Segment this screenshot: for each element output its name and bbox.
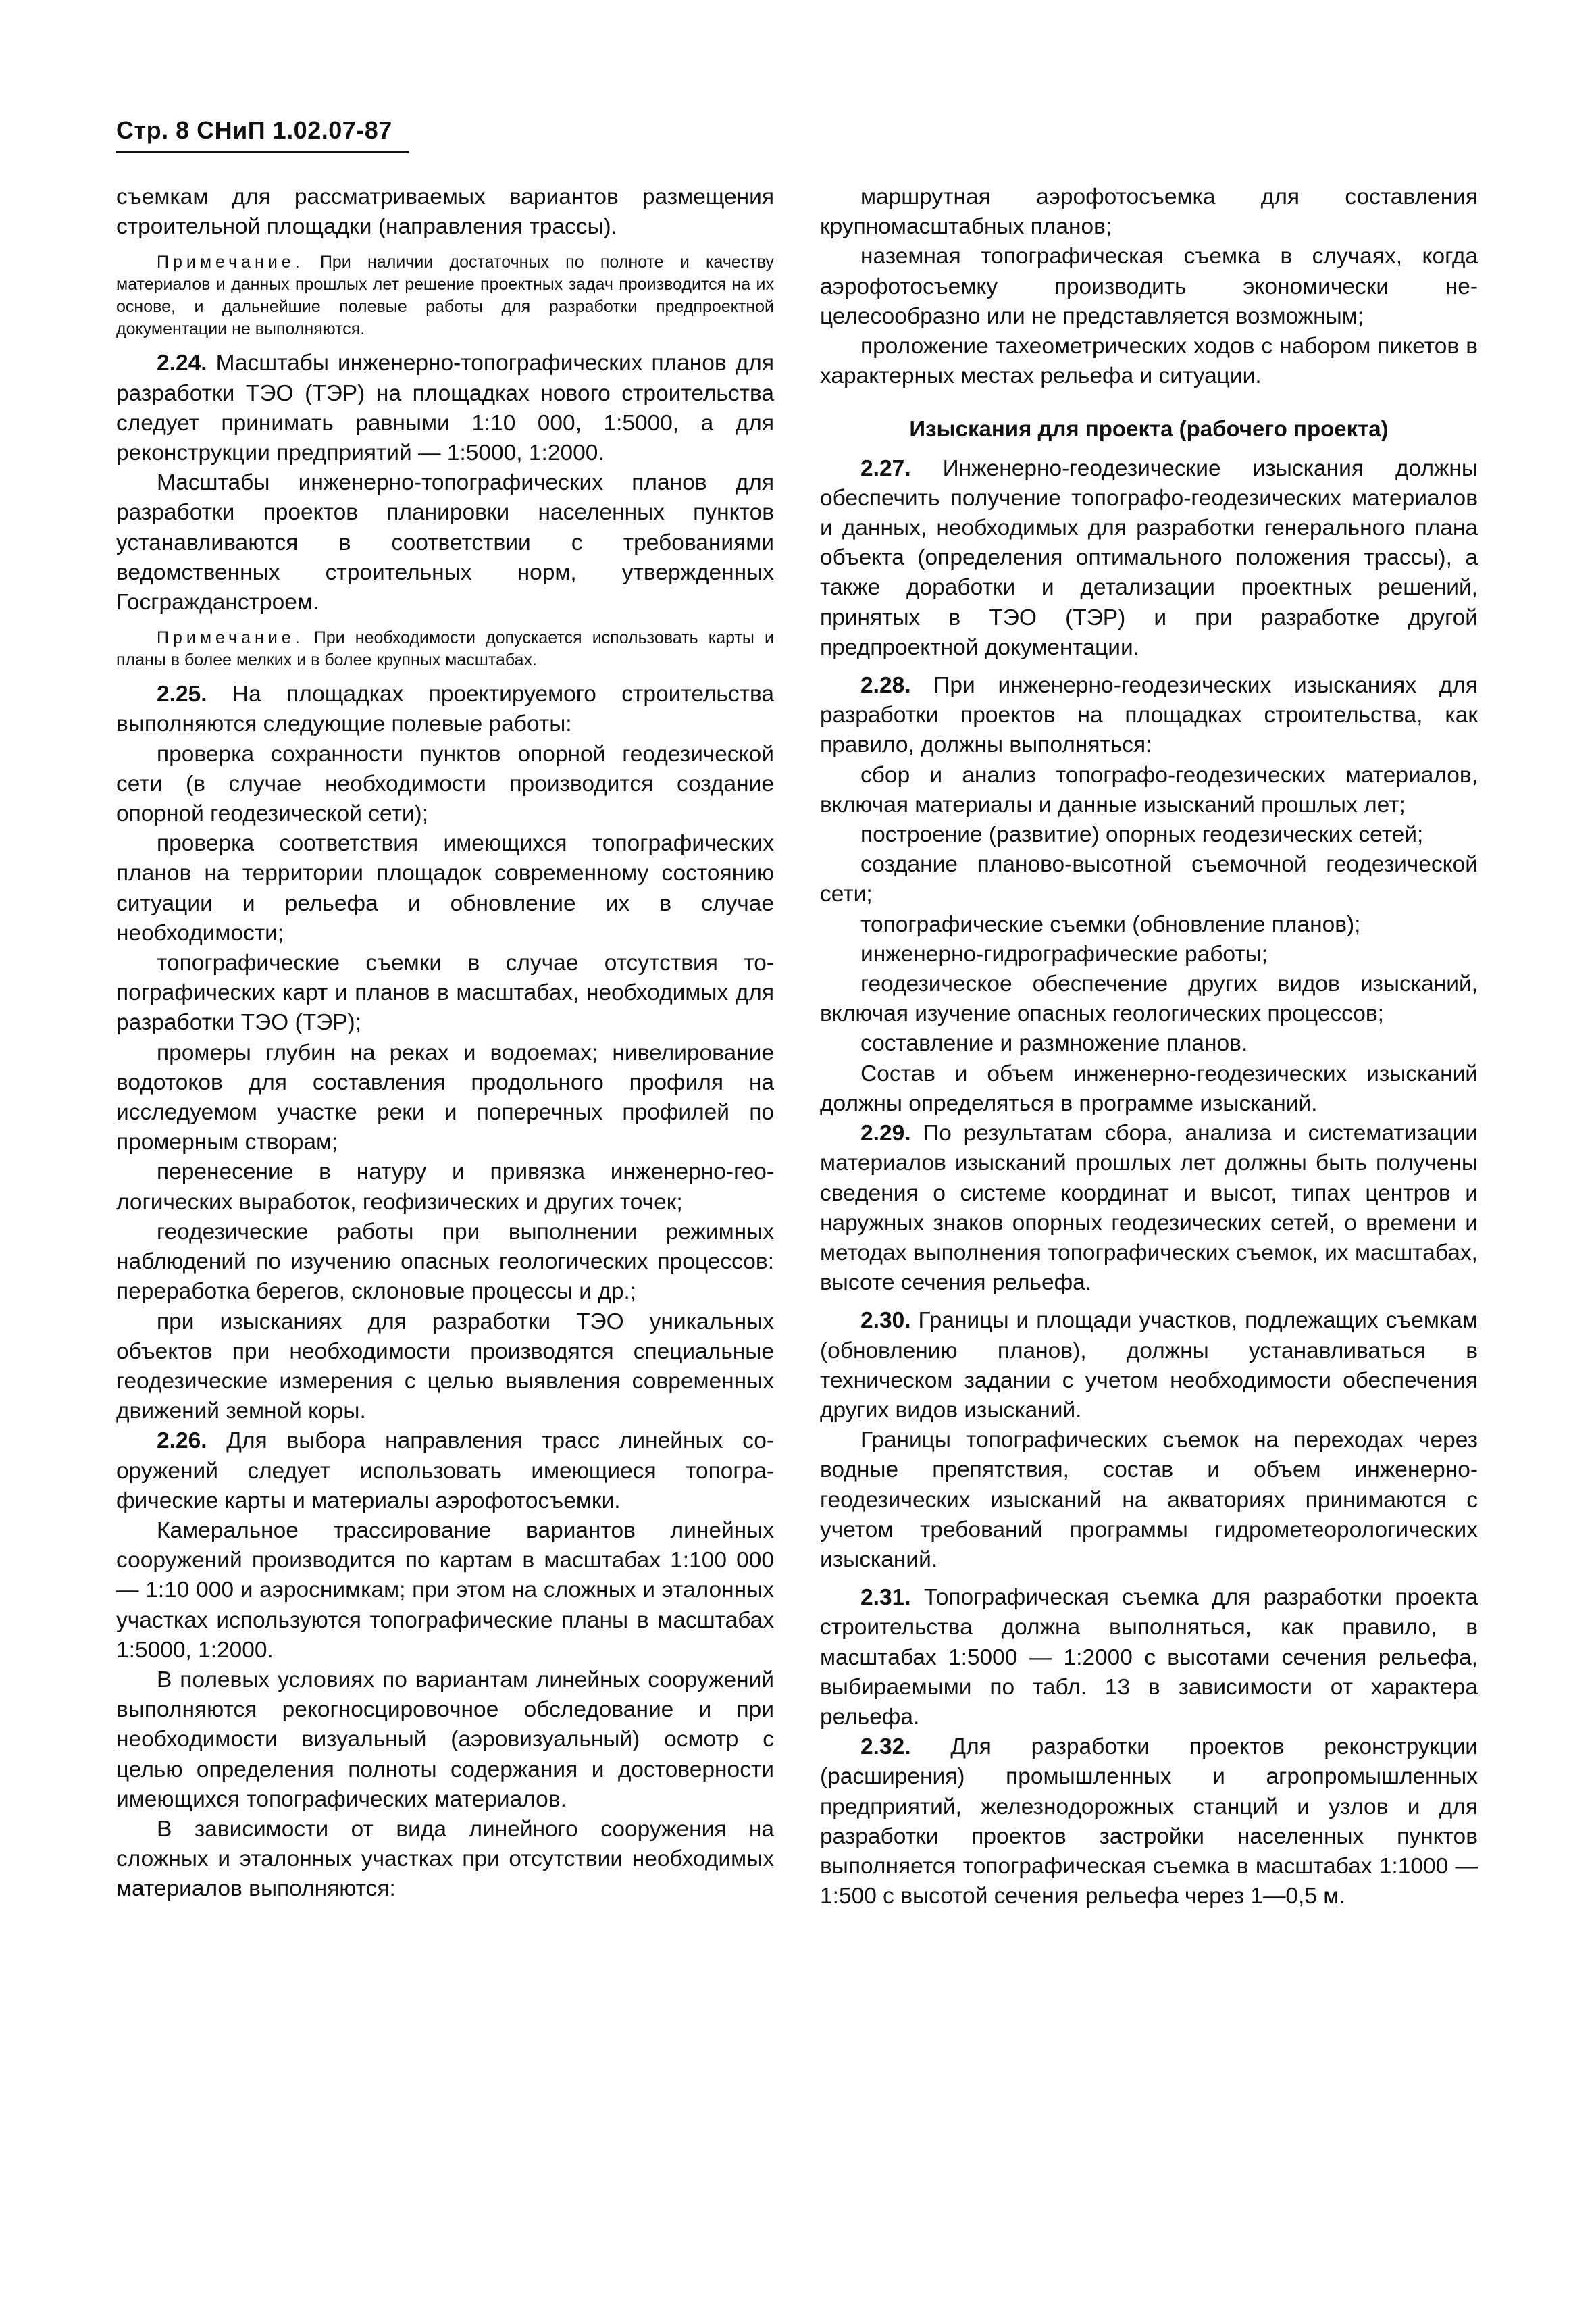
section-2-26-paragraph-3: В полевых условиях по вариантам линейных сооружений выполняются рекогносцировочное обследование и при необходимости визуальный (аэровизуальный) осмотр с целью определения полноты содержания и достоверности имеющихся топографических материалов.: [116, 1667, 774, 1812]
section-2-24: 2.24. Масштабы инженерно-топографических планов для разработки ТЭО (ТЭР) на площадках нового строительства следует принимать равными 1:10 000, 1:5000, а для реконструкции предприятий — 1:5000, 1:2000.: [116, 351, 774, 466]
section-number: 2.24.: [157, 351, 207, 376]
list-item: построение (развитие) опорных геодезических сетей;: [860, 822, 1424, 848]
section-2-26-paragraph-4: В зависимости от вида линейного сооружения на сложных и эталонных участках при отсутствии необходимых материалов выполняются:: [116, 1816, 774, 1902]
section-2-32: 2.32. Для разработки проектов реконструкции (расширения) промышленных и агропромышленных предприятий, железнодорожных станций и узлов и для разработки проектов застройки населенных пунктов выполняется топографическая съемка в масштабах 1:1000 — 1:500 с высотой сечения рельефа через 1—0,5 м.: [820, 1734, 1478, 1909]
list-item: сбор и анализ топографо-геодезических материалов, включая материалы и данные изысканий прошлых лет;: [820, 762, 1478, 818]
list-item: при изысканиях для разработки ТЭО уникальных объектов при необходимости производятся специальные геодезические измерения с целью выявления современных движений земной коры.: [116, 1309, 774, 1424]
note-2-text: При необходимости допускается использовать карты и планы в более мелких и в более крупных масштабах.: [116, 628, 774, 670]
list-item: топографические съемки (обновление планов);: [860, 911, 1361, 937]
section-number: 2.27.: [860, 455, 911, 481]
section-2-24-paragraph-2: Масштабы инженерно-топографических планов для разработки проектов планировки населенных пунктов устанавливаются в соответствии с требованиями ведомственных строительных норм, утвержденных Госгражданстроем.: [116, 470, 774, 615]
list-item: проверка соответствия имеющихся топографических планов на территории площадок современному состоянию ситуации и рельефа и обновление их в случае необходимости;: [116, 831, 774, 946]
section-number: 2.25.: [157, 682, 207, 707]
paragraph-continuation: съемкам для рассматриваемых вариантов размещения строительной площадки (направления трассы).: [116, 184, 774, 240]
list-item: инженерно-гидрографические работы;: [860, 941, 1268, 967]
list-item: наземная топографическая съемка в случаях, когда аэрофотосъемку производить экономически нецелесообразно или не представляется возможным;: [820, 244, 1478, 329]
section-number: 2.26.: [157, 1428, 207, 1454]
list-item: промеры глубин на реках и водоемах; нивелирование водотоков для составления продольного профиля на исследуемом участке реки и поперечных профилей по промерным створам;: [116, 1040, 774, 1155]
list-item: геодезическое обеспечение других видов изысканий, включая изучение опасных геологических процессов;: [820, 972, 1478, 1027]
note-1-label: Примечание.: [157, 253, 304, 272]
right-column: [820, 182, 1478, 1911]
list-item: проверка сохранности пунктов опорной геодезической сети (в случае необходимости производится создание опорной геодезической сети);: [116, 741, 774, 827]
list-item: геодезические работы при выполнении режимных наблюдений по изучению опасных геологических процессов: переработка берегов, склоновые процессы и др.;: [116, 1219, 774, 1305]
section-number: 2.32.: [860, 1734, 911, 1760]
section-2-28-paragraph-2: Состав и объем инженерно-геодезических изысканий должны определяться в программе изысканий.: [820, 1061, 1478, 1116]
list-item: создание планово-высотной съемочной геодезической сети;: [820, 852, 1478, 907]
list-item: маршрутная аэрофотосъемка для составления крупномасштабных планов;: [820, 184, 1478, 240]
section-heading: Изыскания для проекта (рабочего проекта): [909, 416, 1389, 442]
section-number: 2.29.: [860, 1121, 911, 1147]
note-1: [116, 251, 774, 341]
section-number: 2.28.: [860, 673, 911, 699]
page-header: Стр. 8 СНиП 1.02.07-87: [116, 116, 392, 144]
section-2-26: 2.26. Для выбора направления трасс линейных сооружений следует использовать имеющиеся топографические карты и материалы аэрофотосъемки.: [116, 1428, 775, 1513]
left-column: [116, 182, 774, 1905]
section-2-30-paragraph-2: Границы топографических съемок на переходах через водные препятствия, состав и объем инженерно-геодезических изысканий на акваториях принимаются с учетом требований программы гидрометеорологических изысканий.: [820, 1428, 1478, 1572]
note-1-text: При наличии достаточных по полноте и качеству материалов и данных прошлых лет решение проектных задач производится на их основе, и дальнейшие полевые работы для разработки предпроектной документации не выполняются.: [116, 253, 775, 339]
note-2-label: Примечание.: [157, 628, 304, 648]
section-2-29: 2.29. По результатам сбора, анализа и систематизации материалов изысканий прошлых лет должны быть получены сведения о системе координат и высот, типах центров и наружных знаков опорных геодезических сетей, о времени и методах выполнения топографических съемок, их масштабах, высоте сечения рельефа.: [820, 1121, 1478, 1296]
section-2-31: 2.31. Топографическая съемка для разработки проекта строительства должна выполняться, как правило, в масштабах 1:5000 — 1:2000 с высотами сечения рельефа, выбираемыми по табл. 13 в зависимости от характера рельефа.: [820, 1585, 1478, 1730]
list-item: проложение тахеометрических ходов с набором пикетов в характерных местах рельефа и ситуации.: [820, 334, 1478, 389]
list-item: перенесение в натуру и привязка инженерно-геологических выработок, геофизических и других точек;: [116, 1159, 774, 1215]
note-2: [116, 627, 774, 672]
section-2-26-paragraph-2: Камеральное трассирование вариантов линейных сооружений производится по картам в масштабах 1:100 000 — 1:10 000 и аэроснимкам; при этом на сложных и эталонных участках используются топографические планы в масштабах 1:5000, 1:2000.: [116, 1517, 774, 1663]
list-item: топографические съемки в случае отсутствия топографических карт и планов в масштабах, необходимых для разработки ТЭО (ТЭР);: [116, 951, 774, 1036]
section-2-30: 2.30. Границы и площади участков, подлежащих съемкам (обновлению планов), должны устанавливаться в техническом задании с учетом необходимости обеспечения других видов изысканий.: [820, 1308, 1478, 1423]
section-number: 2.31.: [860, 1585, 911, 1611]
section-number: 2.30.: [860, 1308, 911, 1334]
section-2-28: 2.28. При инженерно-геодезических изысканиях для разработки проектов на площадках строительства, как правило, должны выполняться:: [820, 673, 1478, 758]
list-item: составление и размножение планов.: [860, 1031, 1248, 1057]
section-2-25: 2.25. На площадках проектируемого строительства выполняются следующие полевые работы:: [116, 682, 774, 737]
header-rule: [116, 151, 409, 153]
section-2-27: 2.27. Инженерно-геодезические изыскания должны обеспечить получение топографо-геодезических материалов и данных, необходимых для разработки генерального плана объекта (определения оптимального положения трассы), а также доработки и детализации проектных решений, принятых в ТЭО (ТЭР) и при разработке другой предпроектной документации.: [820, 455, 1478, 660]
